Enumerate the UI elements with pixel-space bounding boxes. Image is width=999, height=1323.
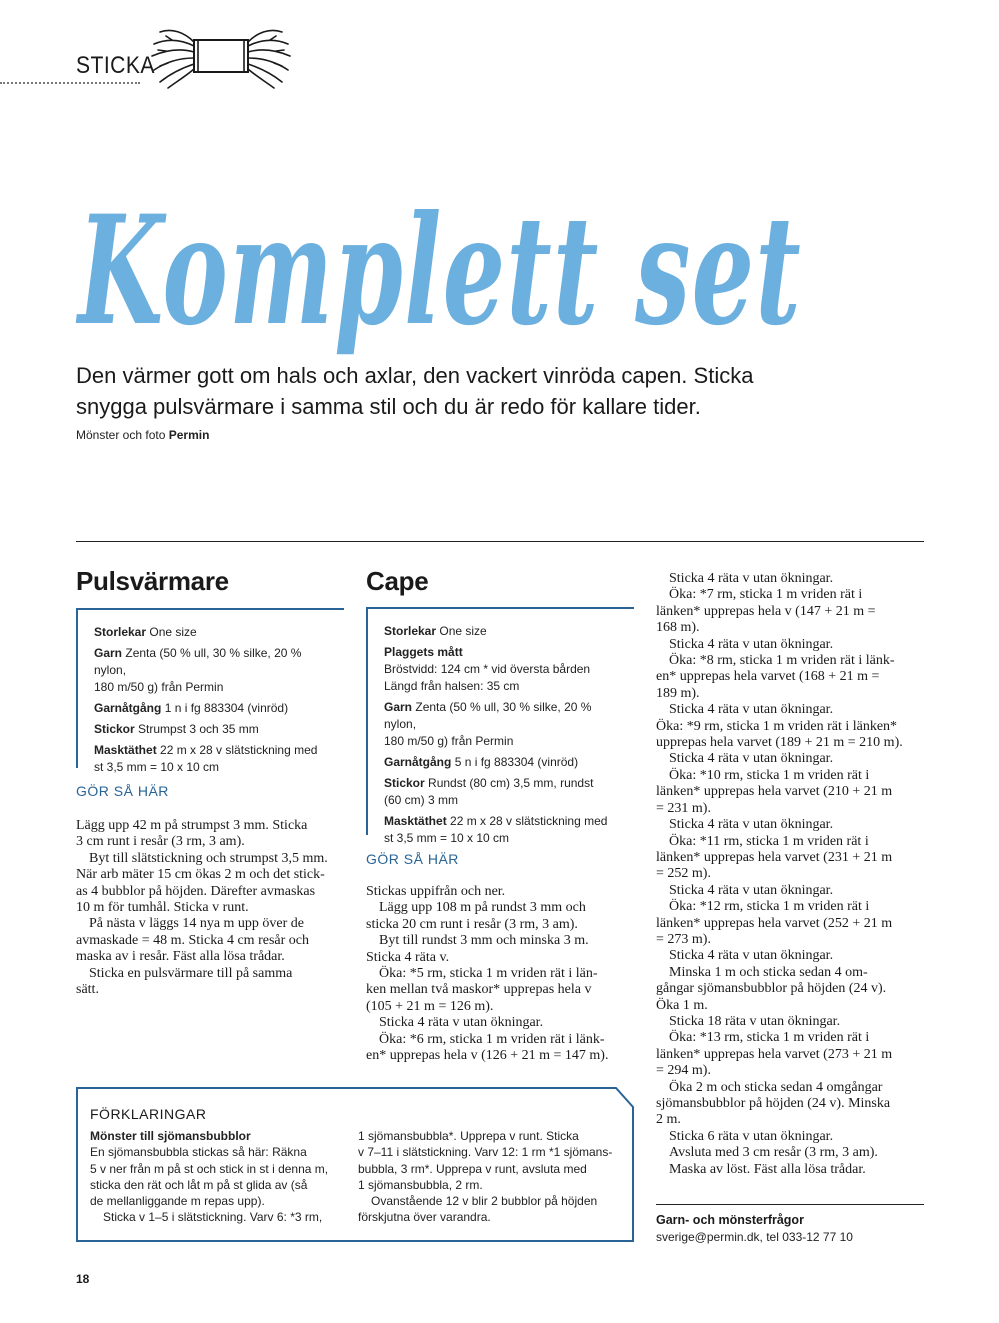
spec-value: st 3,5 mm = 10 x 10 cm (94, 760, 220, 774)
spec-row (384, 644, 626, 695)
spec-row (94, 624, 336, 641)
cape-heading: Cape (366, 566, 429, 596)
spec-value: 180 m/50 g) från Permin (384, 734, 514, 748)
section-divider (76, 541, 924, 542)
text-line: sticka den rät och låt m på st glida av (så (90, 1177, 308, 1192)
text-line: Sticka 4 räta v utan ökningar. (669, 702, 834, 718)
text-line: En sjömansbubbla stickas så här: Räkna (90, 1145, 307, 1160)
text-line: maska av i resår. Fäst alla lösa trådar. (76, 949, 285, 965)
spec-value: Zenta (50 % ull, 30 % silke, 20 % nylon, (384, 700, 592, 731)
text-line: Sticka 4 räta v. (366, 949, 450, 965)
text-line: sätt. (76, 982, 99, 998)
text-line: Byt till rundst 3 mm och minska 3 m. (379, 933, 589, 949)
credit (76, 428, 209, 442)
spec-row (94, 645, 336, 696)
spec-row (94, 742, 336, 776)
spec-row (384, 699, 626, 750)
spec-value: Bröstvidd: 124 cm * vid översta bården (384, 662, 591, 676)
text-line: en* upprepas hela varvet (168 + 21 m = (656, 669, 880, 685)
text-line: Sticka 18 räta v utan ökningar. (669, 1013, 841, 1029)
spec-label: Storlekar (94, 625, 147, 639)
text-line: Öka: *6 rm, sticka 1 m vriden rät i länk- (379, 1031, 605, 1047)
text-line: sticka 20 cm runt i resår (3 rm, 3 am). (366, 916, 578, 932)
text-line: På nästa v läggs 14 nya m upp över de (89, 916, 305, 932)
explanations-subtitle: Mönster till sjömansbubblor (90, 1129, 251, 1143)
text-line: länken* upprepas hela varvet (231 + 21 m (656, 849, 893, 865)
text-line: 189 m). (656, 685, 700, 701)
spec-row (94, 721, 336, 738)
spec-label: Masktäthet (94, 743, 157, 757)
text-line: = 252 m). (656, 866, 711, 882)
credit-prefix: Mönster och foto (76, 428, 166, 442)
questions-divider (656, 1204, 924, 1205)
spec-value: st 3,5 mm = 10 x 10 cm (384, 831, 510, 845)
text-line: länken* upprepas hela varvet (210 + 21 m (656, 784, 893, 800)
spec-label: Garn (384, 700, 413, 714)
pulsvarmare-subhead: GÖR SÅ HÄR (76, 783, 169, 799)
text-line: Öka: *7 rm, sticka 1 m vriden rät i (669, 587, 863, 603)
cape-instructions-continued (656, 571, 928, 1178)
text-line: 5 v ner från m på st och stick in st i denna m, (90, 1161, 329, 1176)
text-line: = 273 m). (656, 931, 711, 947)
text-line: as 4 bubblor på höjden. Därefter avmaskas (76, 883, 316, 899)
cape-subhead: GÖR SÅ HÄR (366, 851, 459, 867)
text-line: 168 m). (656, 620, 700, 636)
text-line: Ovanstående 12 v blir 2 bubblor på höjden (371, 1194, 598, 1209)
text-line: Maska av löst. Fäst alla lösa trådar. (669, 1161, 866, 1177)
text-line: Öka: *5 rm, sticka 1 m vriden rät i län- (379, 966, 598, 982)
spec-value: One size (439, 624, 487, 638)
spec-value: Längd från halsen: 35 cm (384, 679, 520, 693)
cape-instructions (366, 884, 638, 1064)
text-line: Sticka 6 räta v utan ökningar. (669, 1128, 834, 1144)
explanations-title: FÖRKLARINGAR (90, 1106, 207, 1122)
text-line: Stickas uppifrån och ner. (366, 884, 506, 899)
lede (76, 360, 936, 422)
text-line: 10 m för tumhål. Sticka v runt. (76, 900, 249, 916)
questions-contact: sverige@permin.dk, tel 033-12 77 10 (656, 1230, 853, 1244)
spec-row (384, 623, 626, 640)
spec-value: 180 m/50 g) från Permin (94, 680, 224, 694)
text-line: upprepas hela varvet (189 + 21 m = 210 m). (656, 735, 903, 751)
lede-line-2: snygga pulsvärmare i samma stil och du är redo för kallare tider. (76, 394, 701, 419)
text-line: Avsluta med 3 cm resår (3 rm, 3 am). (669, 1145, 878, 1161)
text-line: (105 + 21 m = 126 m). (366, 998, 494, 1014)
text-line: Öka: *12 rm, sticka 1 m vriden rät i (669, 899, 870, 915)
text-line: Öka: *8 rm, sticka 1 m vriden rät i länk- (669, 653, 895, 669)
spec-label: Storlekar (384, 624, 437, 638)
pulsvarmare-heading: Pulsvärmare (76, 566, 229, 596)
explanations-col-1 (90, 1128, 345, 1226)
yarn-skein-icon (146, 22, 296, 92)
credit-name: Permin (168, 428, 210, 442)
text-line: Lägg upp 108 m på rundst 3 mm och (379, 900, 586, 916)
spec-label: Stickor (384, 776, 425, 790)
spec-label: Stickor (94, 722, 135, 736)
text-line: förskjutna över varandra. (358, 1210, 491, 1225)
spec-label: Garnåtgång (94, 701, 162, 715)
text-line: Sticka 4 räta v utan ökningar. (669, 948, 834, 964)
text-line: länken* upprepas hela varvet (273 + 21 m (656, 1046, 893, 1062)
spec-value: 22 m x 28 v slätstickning med (450, 814, 608, 828)
lede-line-1: Den värmer gott om hals och axlar, den vackert vinröda capen. Sticka (76, 363, 754, 388)
spec-label: Plaggets mått (384, 645, 463, 659)
spec-label: Garnåtgång (384, 755, 452, 769)
pulsvarmare-specs (76, 608, 344, 774)
spec-row (94, 700, 336, 717)
text-line: Öka: *11 rm, sticka 1 m vriden rät i (669, 833, 869, 849)
spec-value: Strumpst 3 och 35 mm (138, 722, 259, 736)
text-line: 3 cm runt i resår (3 rm, 3 am). (76, 834, 245, 850)
text-line: de mellanliggande m repas upp). (90, 1194, 265, 1209)
text-line: Sticka v 1–5 i slätstickning. Varv 6: *3 rm, (103, 1210, 323, 1225)
text-line: = 231 m). (656, 800, 711, 816)
text-line: Öka: *10 rm, sticka 1 m vriden rät i (669, 767, 870, 783)
text-line: ken mellan två maskor* upprepas hela v (366, 982, 592, 998)
explanations-col-2 (358, 1128, 623, 1226)
text-line: När arb mäter 15 cm ökas 2 m och det stick- (76, 867, 325, 883)
text-line: Sticka 4 räta v utan ökningar. (669, 636, 834, 652)
box-fold-corner (596, 1087, 634, 1115)
spec-value: 5 n i fg 883304 (vinröd) (454, 755, 579, 769)
text-line: Sticka 4 räta v utan ökningar. (379, 1015, 544, 1031)
text-line: Byt till slätstickning och strumpst 3,5 mm. (89, 850, 328, 866)
svg-text:Komplett set: Komplett set (75, 183, 803, 359)
page-title (70, 175, 810, 365)
text-line: Öka: *13 rm, sticka 1 m vriden rät i (669, 1030, 870, 1046)
text-line: Öka: *9 rm, sticka 1 m vriden rät i länken* (656, 718, 898, 734)
text-line: v 7–11 i slätstickning. Varv 12: 1 rm *1 sjömans- (358, 1145, 613, 1160)
spec-value: One size (149, 625, 197, 639)
spec-value: Rundst (80 cm) 3,5 mm, rundst (428, 776, 594, 790)
text-line: 1 sjömansbubbla*. Upprepa v runt. Sticka (358, 1129, 579, 1143)
text-line: länken* upprepas hela v (147 + 21 m = (656, 603, 876, 619)
text-line: en* upprepas hela v (126 + 21 m = 147 m). (366, 1048, 609, 1064)
spec-value: (60 cm) 3 mm (384, 793, 459, 807)
text-line: Minska 1 m och sticka sedan 4 om- (669, 964, 868, 980)
text-line: Öka 1 m. (656, 997, 708, 1013)
text-line: Sticka 4 räta v utan ökningar. (669, 571, 834, 586)
text-line: 2 m. (656, 1112, 681, 1128)
text-line: bubbla, 3 rm*. Upprepa v runt, avsluta med (358, 1161, 587, 1176)
spec-row (384, 813, 626, 847)
text-line: 1 sjömansbubbla, 2 rm. (358, 1177, 483, 1192)
text-line: = 294 m). (656, 1063, 711, 1079)
text-line: Lägg upp 42 m på strumpst 3 mm. Sticka (76, 818, 308, 833)
spec-value: 22 m x 28 v slätstickning med (160, 743, 318, 757)
text-line: Sticka 4 räta v utan ökningar. (669, 751, 834, 767)
text-line: avmaskade = 48 m. Sticka 4 cm resår och (76, 932, 309, 948)
spec-value: Zenta (50 % ull, 30 % silke, 20 % nylon, (94, 646, 302, 677)
questions-title: Garn- och mönsterfrågor (656, 1213, 804, 1227)
text-line: sjömansbubblor på höjden (24 v). Minska (656, 1096, 891, 1111)
spec-value: 1 n i fg 883304 (vinröd) (164, 701, 289, 715)
text-line: länken* upprepas hela varvet (252 + 21 m (656, 915, 893, 931)
header-divider (0, 82, 140, 84)
section-label: STICKA (76, 52, 155, 79)
spec-label: Masktäthet (384, 814, 447, 828)
text-line: Sticka en pulsvärmare till på samma (89, 965, 293, 981)
spec-row (384, 775, 626, 809)
text-line: gångar sjömansbubblor på höjden (24 v). (656, 981, 887, 997)
text-line: Sticka 4 räta v utan ökningar. (669, 882, 834, 898)
spec-row (384, 754, 626, 771)
text-line: Öka 2 m och sticka sedan 4 omgångar (669, 1079, 883, 1095)
page-number: 18 (76, 1272, 90, 1286)
pulsvarmare-instructions (76, 818, 348, 998)
cape-specs (366, 607, 634, 845)
text-line: Sticka 4 räta v utan ökningar. (669, 817, 834, 833)
spec-label: Garn (94, 646, 123, 660)
